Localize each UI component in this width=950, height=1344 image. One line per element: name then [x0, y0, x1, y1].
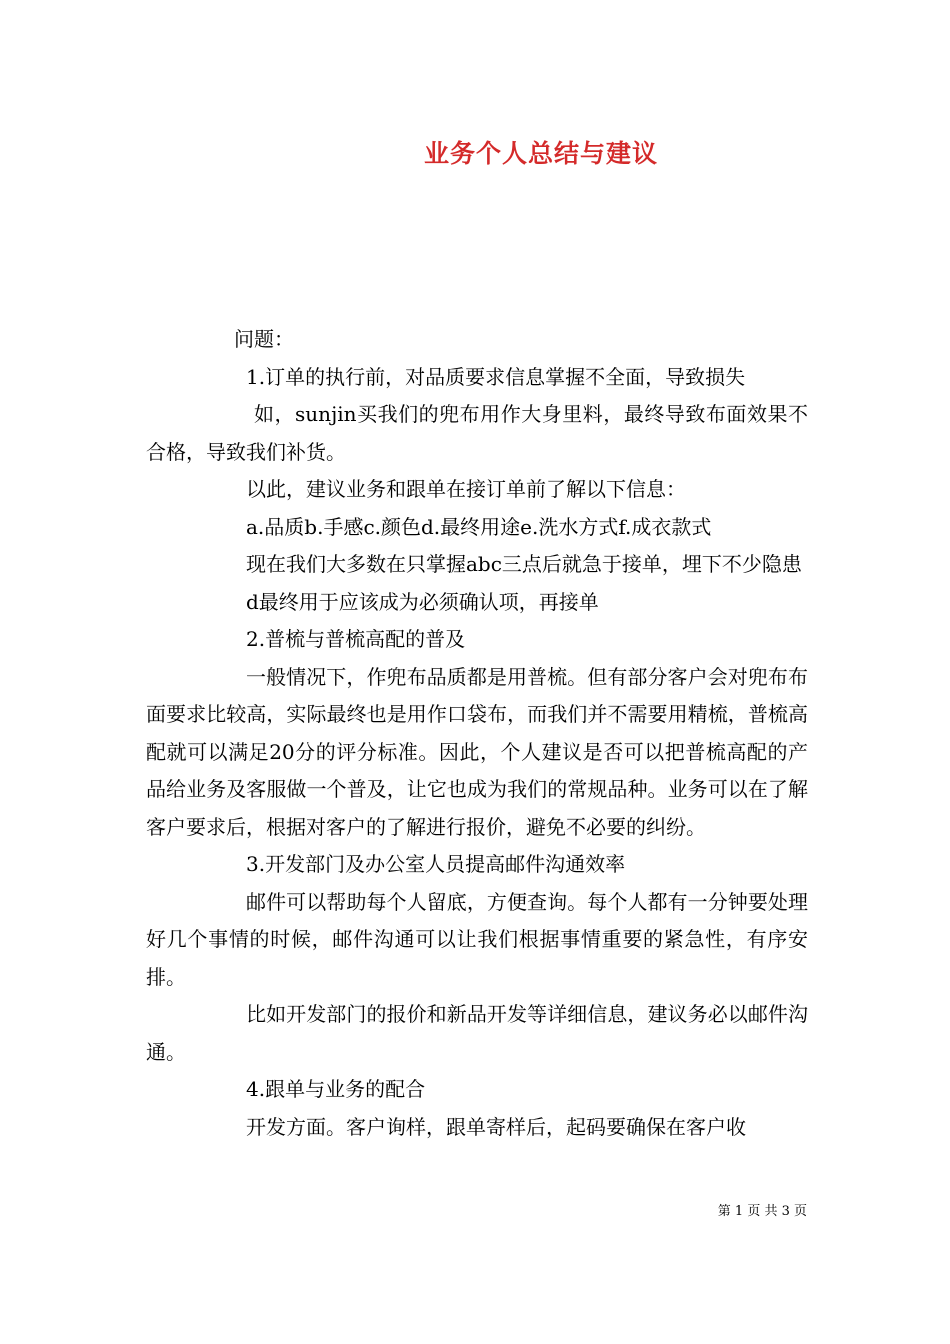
- paragraph: 比如开发部门的报价和新品开发等详细信息，建议务必以邮件沟通。: [146, 1002, 808, 1064]
- paragraph: 一般情况下，作兜布品质都是用普梳。但有部分客户会对兜布布面要求比较高，实际最终也是用作口袋布，而我们并不需要用精梳，普梳高配就可以满足20分的评分标准。因此，个人建议是否可以把普梳高配的产品给业务及客服做一个普及，让它也成为我们的常规品种。业务可以在了解客户要求后，根据对客户的了解进行报价，避免不必要的纠纷。: [146, 664, 808, 839]
- paragraph: 开发方面。客户询样，跟单寄样后，起码要确保在客户收: [246, 1114, 746, 1139]
- paragraph: a.品质b.手感c.颜色d.最终用途e.洗水方式f.成衣款式: [246, 514, 712, 539]
- paragraph: 2.普梳与普梳高配的普及: [246, 627, 466, 651]
- paragraph: 4.跟单与业务的配合: [246, 1077, 426, 1101]
- document-body: [146, 321, 808, 1146]
- paragraph: 3.开发部门及办公室人员提高邮件沟通效率: [246, 852, 626, 876]
- paragraph: 现在我们大多数在只掌握abc三点后就急于接单，埋下不少隐患: [246, 552, 802, 576]
- document-title: 业务个人总结与建议: [423, 139, 658, 168]
- paragraph: 1.订单的执行前，对品质要求信息掌握不全面，导致损失: [246, 364, 746, 389]
- paragraph: 邮件可以帮助每个人留底，方便查询。每个人都有一分钟要处理好几个事情的时候，邮件沟通可以让我们根据事情重要的紧急性，有序安排。: [146, 889, 808, 989]
- paragraph: 问题：: [234, 327, 294, 351]
- paragraph: 如，sunjin买我们的兜布用作大身里料，最终导致布面效果不合格，导致我们补货。: [146, 402, 808, 464]
- paragraph: 以此，建议业务和跟单在接订单前了解以下信息：: [246, 477, 686, 501]
- paragraph: d最终用于应该成为必须确认项，再接单: [246, 589, 599, 614]
- page-number-footer: 第 1 页 共 3 页: [717, 1204, 807, 1219]
